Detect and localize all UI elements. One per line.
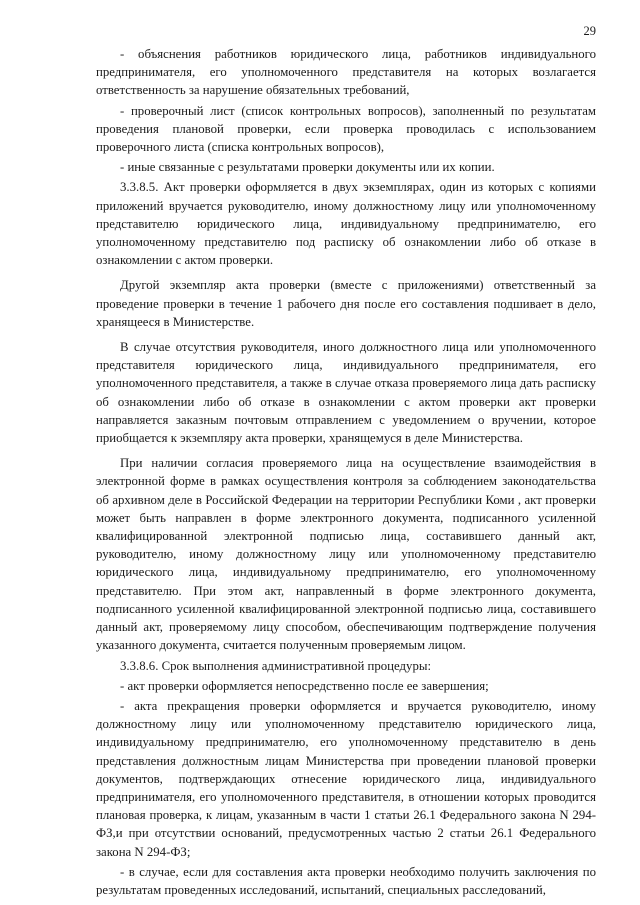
- paragraph: При наличии согласия проверяемого лица на осуществление взаимодействия в электронной форме в рамках осуществления контроля за соблюдением законодательства об архивном деле в Российской Федерации на территории Республики Коми , акт проверки может быть направлен в форме электронного документа, подписанного усиленной квалифицированной электронной подписью лица, составившего данный акт, руководителю, иному должностному лицу или уполномоченному представителю юридического лица, индивидуальному предпринимателю, его уполномоченному представителю. При этом акт, направленный в форме электронного документа, подписанного усиленной квалифицированной электронной подписью лица, составившего данный акт, проверяемому лицу способом, обеспечивающим подтверждение получения указанного документа, считается полученным проверяемым лицом.: [96, 456, 596, 653]
- paragraph: - объяснения работников юридического лица, работников индивидуального предпринимателя, его уполномоченного представителя на которых возлагается ответственность за нарушение обязательных требований,: [96, 47, 596, 98]
- paragraph: 3.3.8.5. Акт проверки оформляется в двух экземплярах, один из которых с копиями приложений вручается руководителю, иному должностному лицу или уполномоченному представителю юридического лица, индивидуальному предпринимателю, его уполномоченному представителю под расписку об ознакомлении либо об отказе в ознакомлении с актом проверки.: [96, 180, 596, 268]
- paragraph: - проверочный лист (список контрольных вопросов), заполненный по результатам проведения плановой проверки, если проверка проводилась с использованием проверочного листа (списка контрольных вопросов),: [96, 103, 596, 155]
- paragraph: - в случае, если для составления акта проверки необходимо получить заключения по результатам проведенных исследований, испытаний, специальных расследований,: [96, 864, 596, 897]
- document-body: [96, 45, 596, 899]
- paragraph: - иные связанные с результатами проверки документы или их копии.: [120, 160, 495, 175]
- paragraph: 3.3.8.6. Срок выполнения административной процедуры:: [120, 658, 432, 673]
- paragraph: Другой экземпляр акта проверки (вместе с приложениями) ответственный за проведение проверки в течение 1 рабочего дня после его составления подшивает в дело, хранящееся в Министерстве.: [96, 278, 596, 329]
- paragraph: - акт проверки оформляется непосредственно после ее завершения;: [120, 678, 489, 693]
- paragraph: В случае отсутствия руководителя, иного должностного лица или уполномоченного представителя юридического лица, индивидуального предпринимателя, его уполномоченного представителя, а также в случае отказа проверяемого лица дать расписку об ознакомлении либо об отказе в ознакомлении с актом проверки акт проверки направляется заказным почтовым отправлением с уведомлением о вручении, которое приобщается к экземпляру акта проверки, хранящемуся в деле Министерства.: [96, 340, 596, 446]
- page-number: 29: [583, 24, 596, 38]
- paragraph: - акта прекращения проверки оформляется и вручается руководителю, иному должностному лицу или уполномоченному представителю юридического лица, индивидуальному предпринимателю, его уполномоченному представителю в день представления должностным лицам Министерства при проведении плановой проверки документов, подтверждающих отнесение юридического лица, индивидуального предпринимателя, его уполномоченного представителя, в отношении которых проводится плановая проверка, к лицам, указанным в части 1 статьи 26.1 Федерального закона N 294-ФЗ,и при отсутствии оснований, предусмотренных частью 2 статьи 26.1 Федерального закона N 294-ФЗ;: [96, 698, 596, 859]
